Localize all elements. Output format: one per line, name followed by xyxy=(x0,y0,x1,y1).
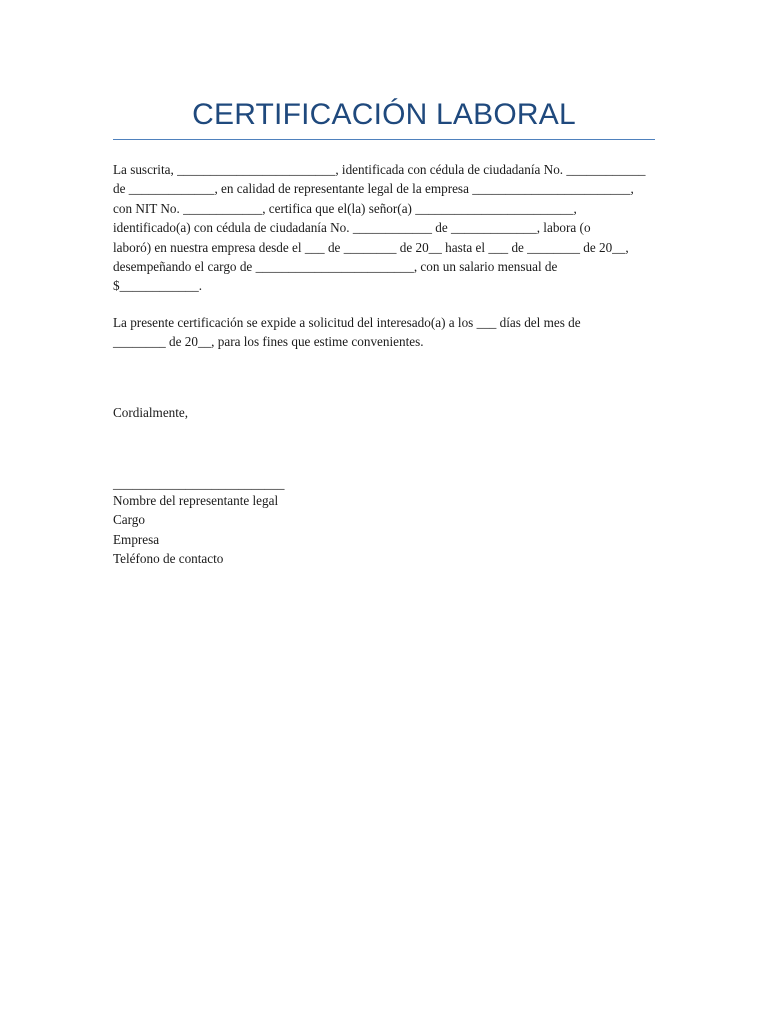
paragraph-line: laboró) en nuestra empresa desde el ___ de ________ de 20__ hasta el ___ de ________ de 20__, xyxy=(113,239,629,255)
paragraph-certification-body xyxy=(113,160,661,296)
closing-salutation: Cordialmente, xyxy=(113,405,189,420)
title-underline-rule xyxy=(113,139,655,140)
document-title: CERTIFICACIÓN LABORAL xyxy=(192,98,576,131)
paragraph-line: La presente certificación se expide a solicitud del interesado(a) a los ___ días del mes de xyxy=(113,315,581,330)
paragraph-line: identificado(a) con cédula de ciudadanía No. ____________ de _____________, labora (o xyxy=(113,220,591,236)
paragraph-line: con NIT No. ____________, certifica que el(la) señor(a) ________________________, xyxy=(113,200,577,216)
signature-block xyxy=(113,491,661,569)
paragraph-line: ________ de 20__, para los fines que estime convenientes. xyxy=(113,334,424,350)
paragraph-line: $____________. xyxy=(113,278,203,294)
signature-position-label: Cargo xyxy=(113,512,145,528)
paragraph-line: de _____________, en calidad de representante legal de la empresa ________________________, xyxy=(113,181,634,197)
signature-line: __________________________ xyxy=(113,476,285,491)
signature-company-label: Empresa xyxy=(113,531,160,547)
signature-name-label: Nombre del representante legal xyxy=(113,493,279,508)
signature-phone-label: Teléfono de contacto xyxy=(113,551,224,567)
paragraph-line: desempeñando el cargo de ________________________, con un salario mensual de xyxy=(113,259,558,275)
paragraph-issuance xyxy=(113,313,661,352)
paragraph-line: La suscrita, ________________________, identificada con cédula de ciudadanía No. ____________ xyxy=(113,162,646,177)
